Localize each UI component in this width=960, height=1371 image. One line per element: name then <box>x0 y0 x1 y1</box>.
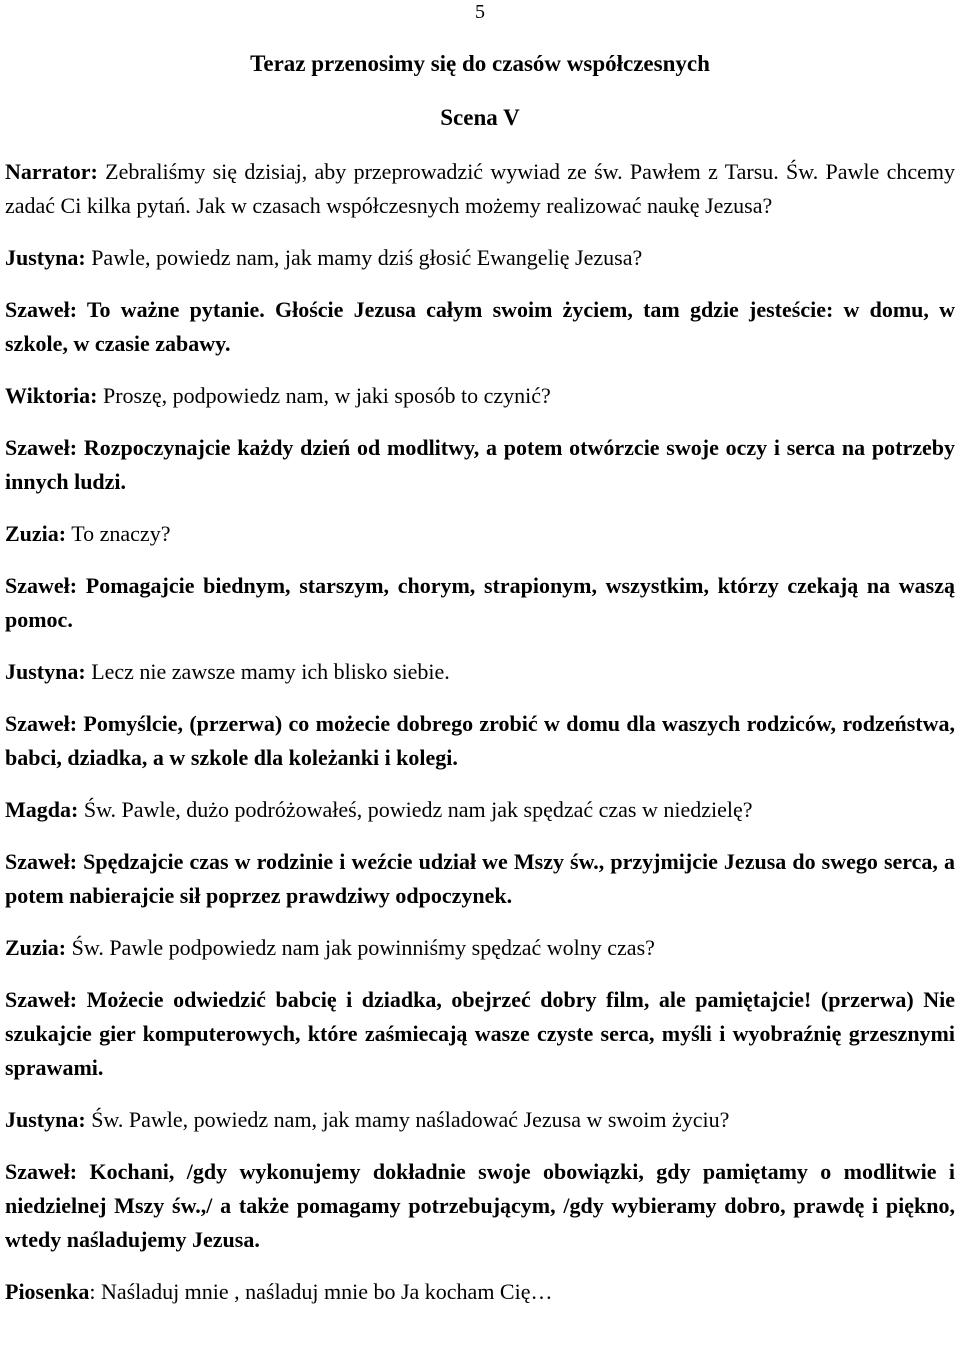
speaker-name: Szaweł: <box>5 573 78 598</box>
speaker-name: Justyna: <box>5 659 86 684</box>
line-text: Możecie odwiedzić babcię i dziadka, obejrzeć dobry film, ale pamiętajcie! (przerwa) Nie szukajcie gier komputerowych, które zaśmiecają wasze czyste serca, myśli i wyobraźnię grzesznymi sprawami. <box>5 987 955 1080</box>
line-text: To ważne pytanie. Głoście Jezusa całym swoim życiem, tam gdzie jesteście: w domu, w szkole, w czasie zabawy. <box>5 297 955 356</box>
speaker-name: Szaweł: <box>5 711 78 736</box>
speaker-name: Justyna: <box>5 1107 86 1132</box>
dialogue-body <box>5 155 955 1327</box>
speaker-name: Szaweł: <box>5 987 78 1012</box>
page-number: 5 <box>475 1 485 23</box>
scene-heading: Scena V <box>440 105 520 130</box>
speaker-name: Zuzia: <box>5 935 67 960</box>
dialogue-line <box>5 155 955 223</box>
line-text: Lecz nie zawsze mamy ich blisko siebie. <box>85 659 450 684</box>
line-text: Rozpoczynajcie każdy dzień od modlitwy, a potem otwórzcie swoje oczy i serca na potrzeby innych ludzi. <box>5 435 955 494</box>
line-text: Św. Pawle podpowiedz nam jak powinniśmy spędzać wolny czas? <box>66 935 655 960</box>
line-text: Pomagajcie biednym, starszym, chorym, strapionym, wszystkim, którzy czekają na waszą pomoc. <box>5 573 955 632</box>
dialogue-line <box>5 983 955 1085</box>
speaker-name: Zuzia: <box>5 521 67 546</box>
section-title: Teraz przenosimy się do czasów współczesnych <box>250 51 710 76</box>
speaker-name: Magda: <box>5 797 79 822</box>
speaker-name: Narrator: <box>5 159 98 184</box>
dialogue-line <box>5 517 955 551</box>
dialogue-line <box>5 793 955 827</box>
speaker-name: Szaweł: <box>5 435 78 460</box>
dialogue-line <box>5 241 955 275</box>
dialogue-line <box>5 1103 955 1137</box>
line-text: Spędzajcie czas w rodzinie i weźcie udział we Mszy św., przyjmijcie Jezusa do swego serca, a potem nabierajcie sił poprzez prawdziwy odpoczynek. <box>5 849 955 908</box>
line-text: Pomyślcie, (przerwa) co możecie dobrego zrobić w domu dla waszych rodziców, rodzeństwa, babci, dziadka, a w szkole dla koleżanki i kolegi. <box>5 711 955 770</box>
dialogue-line <box>5 431 955 499</box>
speaker-name: Szaweł: <box>5 297 78 322</box>
dialogue-line <box>5 845 955 913</box>
dialogue-line <box>5 931 955 965</box>
dialogue-line <box>5 1155 955 1257</box>
dialogue-line <box>5 379 955 413</box>
speaker-name: Justyna: <box>5 245 86 270</box>
line-text: Proszę, podpowiedz nam, w jaki sposób to czynić? <box>97 383 551 408</box>
line-text: Św. Pawle, dużo podróżowałeś, powiedz nam jak spędzać czas w niedzielę? <box>78 797 753 822</box>
line-text: Kochani, /gdy wykonujemy dokładnie swoje obowiązki, gdy pamiętamy o modlitwie i niedzielnej Mszy św.,/ a także pomagamy potrzebującym, /gdy wybieramy dobro, prawdę i piękno, wtedy naśladujemy Jezusa. <box>5 1159 955 1252</box>
song-text: : Naśladuj mnie , naśladuj mnie bo Ja kocham Cię… <box>89 1279 553 1304</box>
dialogue-line <box>5 707 955 775</box>
speaker-name: Szaweł: <box>5 849 78 874</box>
line-text: Pawle, powiedz nam, jak mamy dziś głosić Ewangelię Jezusa? <box>85 245 643 270</box>
dialogue-line <box>5 655 955 689</box>
song-line <box>5 1275 955 1309</box>
line-text: To znaczy? <box>66 521 171 546</box>
speaker-name: Szaweł: <box>5 1159 78 1184</box>
dialogue-line <box>5 293 955 361</box>
song-label: Piosenka <box>5 1279 90 1304</box>
line-text: Zebraliśmy się dzisiaj, aby przeprowadzić wywiad ze św. Pawłem z Tarsu. Św. Pawle chcemy zadać Ci kilka pytań. Jak w czasach współczesnych możemy realizować naukę Jezusa? <box>5 159 955 218</box>
line-text: Św. Pawle, powiedz nam, jak mamy naśladować Jezusa w swoim życiu? <box>85 1107 730 1132</box>
speaker-name: Wiktoria: <box>5 383 98 408</box>
dialogue-line <box>5 569 955 637</box>
